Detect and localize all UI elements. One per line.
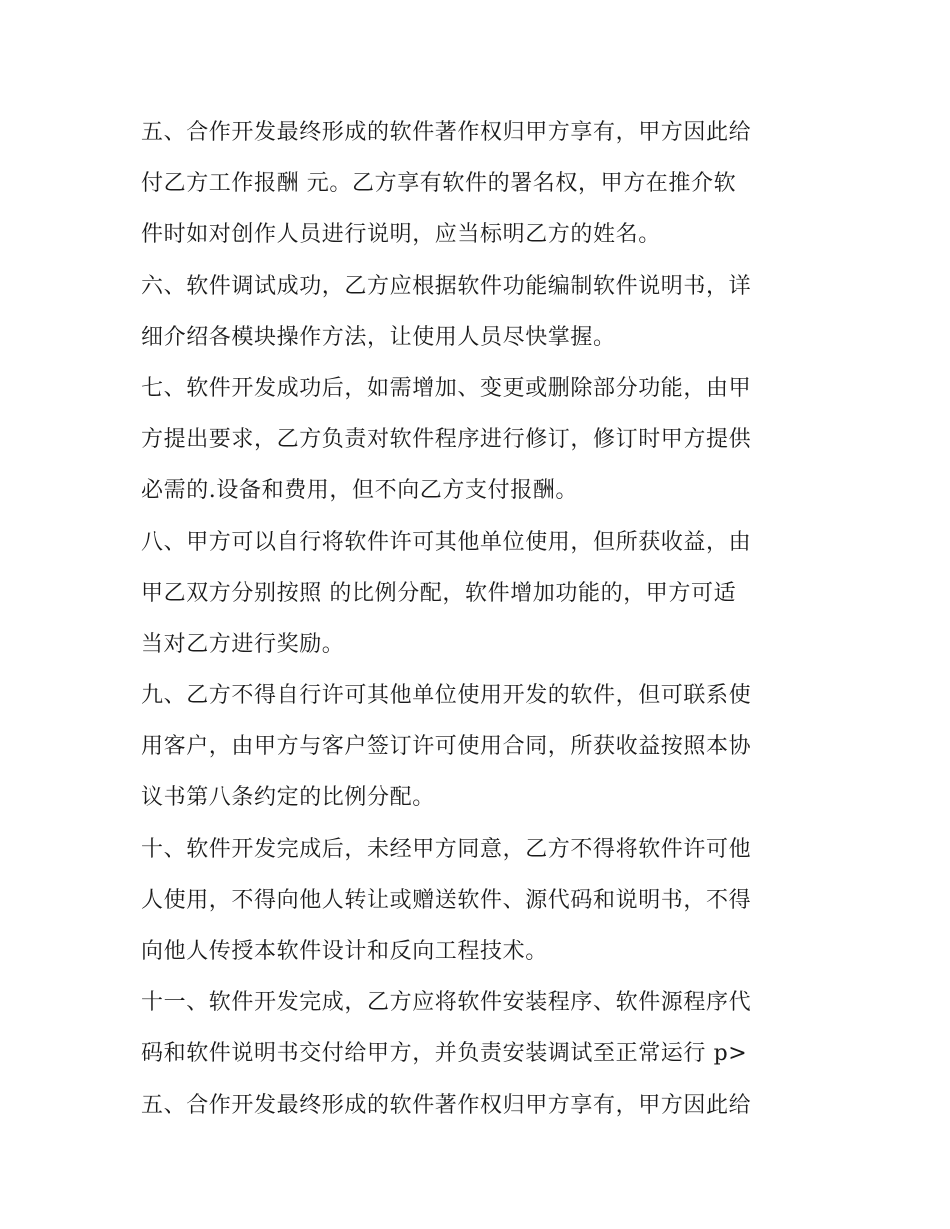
text-line: 码和软件说明书交付给甲方，并负责安装调试至正常运行 p> — [141, 1041, 748, 1067]
text-line: 九、乙方不得自行许可其他单位使用开发的软件，但可联系使 — [141, 683, 752, 709]
text-line: 议书第八条约定的比例分配。 — [141, 785, 435, 811]
text-line: 向他人传授本软件设计和反向工程技术。 — [141, 939, 548, 964]
text-line: 八、甲方可以自行将软件许可其他单位使用，但所获收益，由 — [141, 529, 752, 555]
text-line: 七、软件开发成功后，如需增加、变更或删除部分功能，由甲 — [141, 375, 752, 401]
text-line: 件时如对创作人员进行说明，应当标明乙方的姓名。 — [141, 222, 661, 248]
text-line: 细介绍各模块操作方法，让使用人员尽快掌握。 — [141, 324, 616, 350]
text-line: 五、合作开发最终形成的软件著作权归甲方享有，甲方因此给 — [141, 1092, 752, 1118]
text-line: 五、合作开发最终形成的软件著作权归甲方享有，甲方因此给 — [141, 120, 752, 145]
text-line: 付乙方工作报酬 元。乙方享有软件的署名权，甲方在推介软 — [141, 171, 737, 197]
text-line: 当对乙方进行奖励。 — [141, 631, 345, 657]
text-line: 甲乙双方分别按照 的比例分配，软件增加功能的，甲方可适 — [141, 580, 737, 606]
text-line: 方提出要求，乙方负责对软件程序进行修订，修订时甲方提供 — [141, 427, 752, 453]
text-line: 六、软件调试成功，乙方应根据软件功能编制软件说明书，详 — [141, 273, 752, 299]
text-line: 十一、软件开发完成，乙方应将软件安装程序、软件源程序代 — [141, 990, 752, 1016]
text-line: 必需的.设备和费用，但不向乙方支付报酬。 — [141, 478, 578, 504]
text-line: 人使用，不得向他人转让或赠送软件、源代码和说明书，不得 — [141, 887, 752, 913]
contract-text — [141, 107, 821, 1131]
text-line: 十、软件开发完成后，未经甲方同意，乙方不得将软件许可他 — [141, 836, 752, 862]
text-line: 用客户，由甲方与客户签订许可使用合同，所获收益按照本协 — [141, 734, 752, 760]
